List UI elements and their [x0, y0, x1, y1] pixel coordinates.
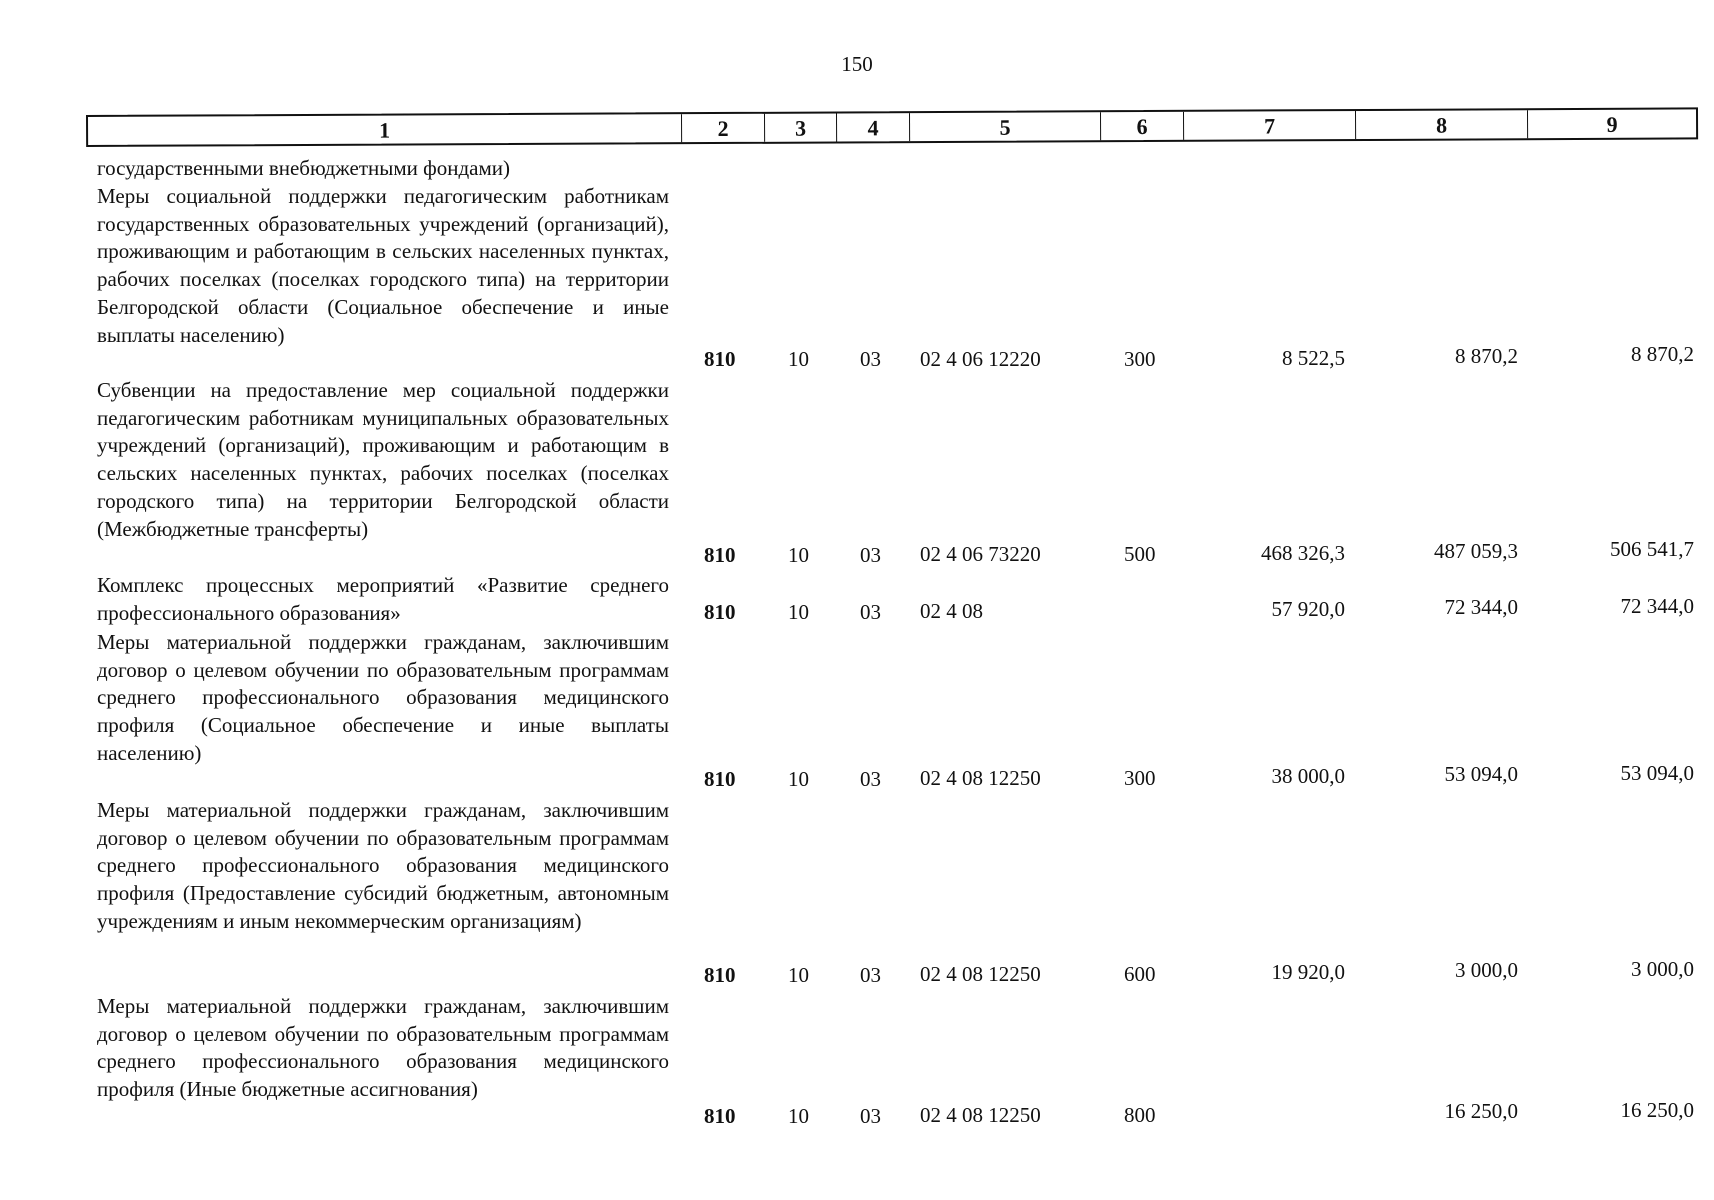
header-col-3: 3 [765, 113, 837, 141]
cell-ministry-code: 810 [704, 543, 736, 567]
cell-target-article: 02 4 08 12250 [920, 962, 1041, 986]
cell-target-article: 02 4 06 12220 [920, 347, 1041, 371]
row-description: Меры материальной поддержки гражданам, заключившим договор о целевом обучении по образовательным программам среднего профессионального образования медицинского профиля (Иные бюджетные ассигнования) [97, 994, 669, 1102]
continued-text: государственными внебюджетными фондами) [97, 156, 511, 180]
cell-amount-year2: 8 870,2 [1455, 344, 1518, 368]
cell-amount-year3: 16 250,0 [1620, 1098, 1694, 1122]
cell-amount-year3: 72 344,0 [1620, 594, 1694, 618]
cell-ministry-code: 810 [704, 767, 736, 791]
cell-amount-year1: 19 920,0 [1271, 960, 1345, 984]
cell-target-article: 02 4 08 12250 [920, 766, 1041, 790]
page-number: 150 [841, 52, 873, 76]
cell-amount-year3: 506 541,7 [1610, 537, 1694, 561]
header-col-1: 1 [88, 114, 682, 145]
cell-expense-type: 300 [1124, 347, 1156, 371]
cell-target-article: 02 4 06 73220 [920, 542, 1041, 566]
cell-section: 10 [788, 347, 809, 371]
cell-amount-year2: 16 250,0 [1444, 1099, 1518, 1123]
cell-section: 10 [788, 963, 809, 987]
cell-amount-year2: 72 344,0 [1444, 595, 1518, 619]
cell-subsection: 03 [860, 1104, 881, 1128]
cell-ministry-code: 810 [704, 600, 736, 624]
cell-amount-year1: 57 920,0 [1271, 597, 1345, 621]
cell-amount-year1: 468 326,3 [1261, 541, 1345, 565]
cell-amount-year3: 8 870,2 [1631, 342, 1694, 366]
cell-amount-year2: 3 000,0 [1455, 958, 1518, 982]
cell-ministry-code: 810 [704, 963, 736, 987]
cell-expense-type: 500 [1124, 542, 1156, 566]
cell-section: 10 [788, 1104, 809, 1128]
cell-amount-year1: 38 000,0 [1271, 764, 1345, 788]
header-col-2: 2 [682, 114, 765, 142]
header-col-6: 6 [1101, 112, 1184, 140]
cell-amount-year2: 487 059,3 [1434, 539, 1518, 563]
cell-ministry-code: 810 [704, 1104, 736, 1128]
cell-section: 10 [788, 600, 809, 624]
cell-amount-year3: 53 094,0 [1620, 761, 1694, 785]
cell-subsection: 03 [860, 600, 881, 624]
header-col-5: 5 [910, 112, 1101, 141]
cell-expense-type: 600 [1124, 962, 1156, 986]
header-col-4: 4 [837, 113, 910, 141]
header-col-9: 9 [1606, 111, 1618, 137]
cell-subsection: 03 [860, 347, 881, 371]
header-col-7: 7 [1184, 111, 1356, 140]
header-col-8: 8 [1356, 110, 1528, 139]
cell-subsection: 03 [860, 767, 881, 791]
row-description: Комплекс процессных мероприятий «Развитие среднего профессионального образования» [97, 573, 669, 625]
cell-subsection: 03 [860, 963, 881, 987]
row-description: Меры материальной поддержки гражданам, заключившим договор о целевом обучении по образовательным программам среднего профессионального образования медицинского профиля (Социальное обеспечение и иные выплаты населению) [97, 630, 669, 765]
cell-amount-year1: 8 522,5 [1282, 346, 1345, 370]
cell-subsection: 03 [860, 543, 881, 567]
row-description: Меры социальной поддержки педагогическим работникам государственных образовательных учреждений (организаций), проживающим и работающим в сельских населенных пунктах, рабочих поселках (поселках городского типа) на территории Белгородской области (Социальное обеспечение и иные выплаты населению) [97, 184, 669, 347]
row-description: Меры материальной поддержки гражданам, заключившим договор о целевом обучении по образовательным программам среднего профессионального образования медицинского профиля (Предоставление субсидий бюджетным, автономным учреждениям и иным некоммерческим организациям) [97, 798, 669, 933]
cell-section: 10 [788, 767, 809, 791]
cell-amount-year3: 3 000,0 [1631, 957, 1694, 981]
cell-amount-year2: 53 094,0 [1444, 762, 1518, 786]
cell-section: 10 [788, 543, 809, 567]
cell-target-article: 02 4 08 12250 [920, 1103, 1041, 1127]
cell-ministry-code: 810 [704, 347, 736, 371]
cell-target-article: 02 4 08 [920, 599, 983, 623]
cell-expense-type: 800 [1124, 1103, 1156, 1127]
cell-expense-type: 300 [1124, 766, 1156, 790]
row-description: Субвенции на предоставление мер социальной поддержки педагогическим работникам муниципальных образовательных учреждений (организаций), проживающим и работающим в сельских населенных пунктах, рабочих поселках (поселках городского типа) на территории Белгородской области (Межбюджетные трансферты) [97, 378, 669, 541]
table-header [86, 107, 1698, 147]
